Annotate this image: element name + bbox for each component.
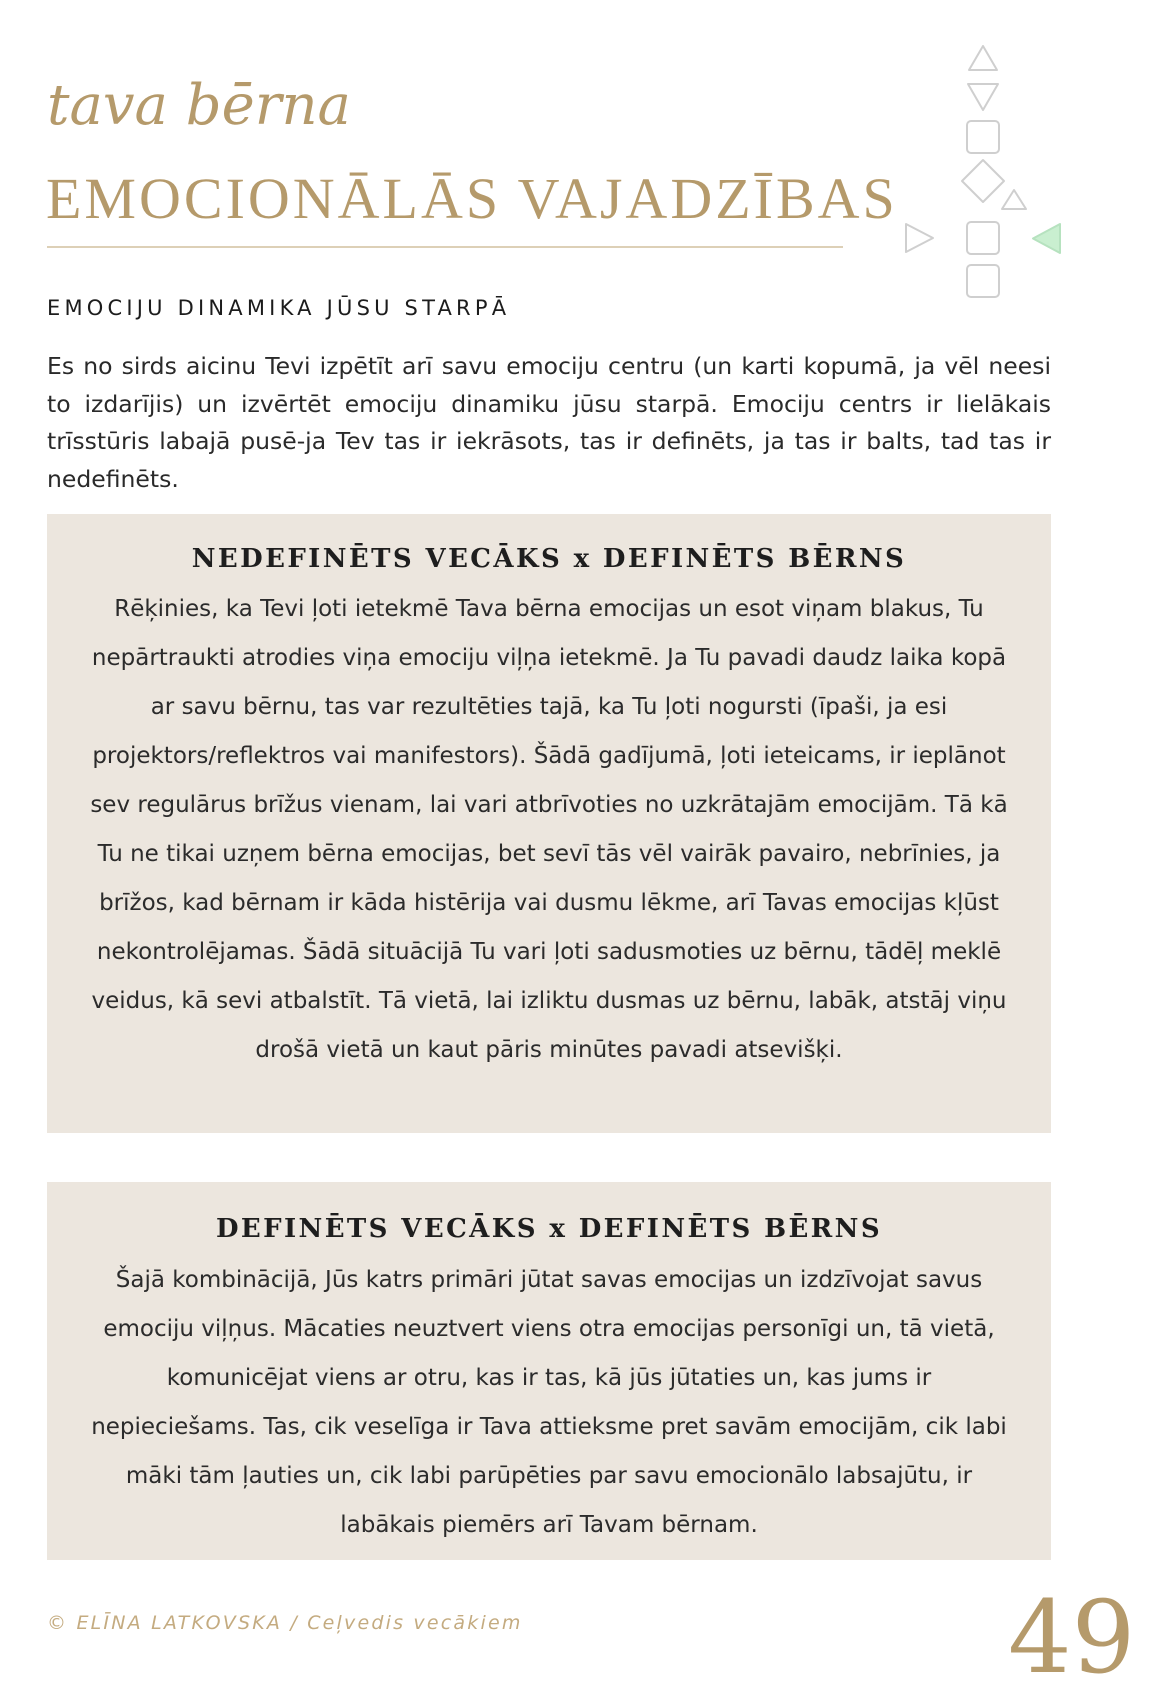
heart-center-icon <box>1002 190 1026 209</box>
page-title: EMOCIONĀLĀS VAJADZĪBAS <box>46 166 898 231</box>
info-box-defined-parent <box>47 1182 1051 1560</box>
sacral-center-icon <box>967 222 999 254</box>
box-heading: NEDEFINĒTS VECĀKS x DEFINĒTS BĒRNS <box>191 544 907 574</box>
box-body-text: Rēķinies, ka Tevi ļoti ietekmē Tava bērna emocijas un esot viņam blakus, Tu nepārtraukti atrodies viņa emociju viļņa ietekmē. Ja Tu pavadi daudz laika kopā ar savu bērnu, tas var rezultēties tajā, ka Tu ļoti nogursti (īpaši, ja esi projektors/reflektros vai manifestors). Šādā gadījumā, ļoti ieteicams, ir ieplānot sev regulārus brīžus vienam, lai vari atbrīvoties no uzkrātajām emocijām. Tā kā Tu ne tikai uzņem bērna emocijas, bet sevī tās vēl vairāk pavairo, nebrīnies, ja brīžos, kad bērnam ir kāda histērija vai dusmu lēkme, arī Tavas emocijas kļūst nekontrolējamas. Šādā situācijā Tu vari ļoti sadusmoties uz bērnu, tādēļ meklē veidus, kā sevi atbalstīt. Tā vietā, lai izliktu dusmas uz bērnu, labāk, atstāj viņu drošā vietā un kaut pāris minūtes pavadi atsevišķi. <box>90 596 1008 1063</box>
box-body-text: Šajā kombinācijā, Jūs katrs primāri jūtat savas emocijas un izdzīvojat savus emociju viļņus. Mācaties neuztvert viens otra emocijas personīgi un, tā vietā, komunicējat viens ar otru, kas ir tas, kā jūs jūtaties un, kas jums ir nepieciešams. Tas, cik veselīga ir Tava attieksme pret savām emocijām, cik labi māki tām ļauties un, cik labi parūpēties par savu emocionālo labsajūtu, ir labākais piemērs arī Tavam bērnam. <box>91 1267 1007 1538</box>
g-center-icon <box>962 160 1004 202</box>
head-center-icon <box>969 46 997 70</box>
page-number: 49 <box>1008 1579 1136 1696</box>
spleen-center-icon <box>906 224 933 252</box>
box-heading: DEFINĒTS VECĀKS x DEFINĒTS BĒRNS <box>215 1214 883 1244</box>
bodygraph-icon <box>0 0 1156 320</box>
section-subheading: EMOCIJU DINAMIKA JŪSU STARPĀ <box>47 296 511 320</box>
emotional-center-icon <box>1033 224 1060 253</box>
info-box-undefined-parent <box>47 514 1051 1133</box>
footer-credit: © ELĪNA LATKOVSKA / Ceļvedis vecākiem <box>47 1612 523 1634</box>
root-center-icon <box>967 265 999 297</box>
script-title: tava bērna <box>47 73 351 138</box>
title-divider <box>47 246 843 248</box>
ajna-center-icon <box>968 84 998 110</box>
intro-paragraph: Es no sirds aicinu Tevi izpētīt arī savu emociju centru (un karti kopumā, ja vēl neesi to izdarījis) un izvērtēt emociju dinamiku jūsu starpā. Emociju centrs ir lielākais trīsstūris labajā pusē-ja Tev tas ir iekrāsots, tas ir definēts, ja tas ir balts, tad tas ir nedefinēts. <box>47 352 1051 493</box>
throat-center-icon <box>967 121 999 153</box>
